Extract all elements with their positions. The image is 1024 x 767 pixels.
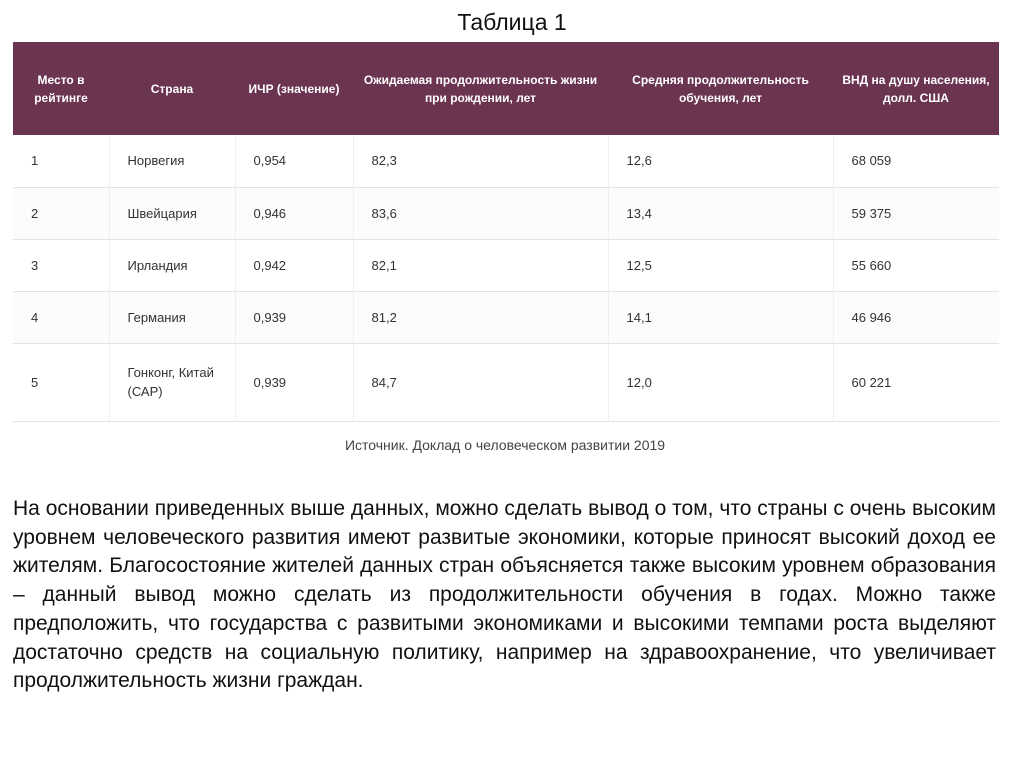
cell-gni: 68 059	[833, 135, 999, 187]
header-life-expectancy: Ожидаемая продолжительность жизни при рождении, лет	[353, 42, 608, 135]
cell-country: Норвегия	[109, 135, 235, 187]
cell-country: Гонконг, Китай (САР)	[109, 343, 235, 421]
cell-hdi: 0,942	[235, 239, 353, 291]
header-hdi: ИЧР (значение)	[235, 42, 353, 135]
cell-gni: 59 375	[833, 187, 999, 239]
table-row	[13, 187, 999, 239]
header-gni: ВНД на душу населения, долл. США	[833, 42, 999, 135]
cell-schooling: 13,4	[608, 187, 833, 239]
cell-life-expectancy: 82,3	[353, 135, 608, 187]
cell-hdi: 0,939	[235, 291, 353, 343]
cell-gni: 55 660	[833, 239, 999, 291]
cell-hdi: 0,946	[235, 187, 353, 239]
cell-country: Швейцария	[109, 187, 235, 239]
cell-country: Германия	[109, 291, 235, 343]
cell-rank: 4	[13, 291, 109, 343]
hdi-table	[13, 42, 999, 422]
table-row	[13, 135, 999, 187]
cell-rank: 2	[13, 187, 109, 239]
cell-schooling: 12,6	[608, 135, 833, 187]
cell-life-expectancy: 84,7	[353, 343, 608, 421]
cell-schooling: 14,1	[608, 291, 833, 343]
cell-hdi: 0,954	[235, 135, 353, 187]
header-schooling: Средняя продолжительность обучения, лет	[608, 42, 833, 135]
header-country: Страна	[109, 42, 235, 135]
cell-hdi: 0,939	[235, 343, 353, 421]
conclusion-paragraph: На основании приведенных выше данных, можно сделать вывод о том, что страны с очень высоким уровнем человеческого развития имеют развитые экономики, которые приносят высокий доход ее жителям. Благосостояние жителей данных стран объясняется также высоким уровнем образования – данный вывод можно сделать из продолжительности обучения в годах. Можно также предположить, что государства с развитыми экономиками и высокими темпами роста выделяют достаточно средств на социальную политику, например на здравоохранение, что увеличивает продолжительность жизни граждан.	[13, 497, 996, 693]
page-title: Таблица 1	[457, 9, 567, 35]
cell-rank: 5	[13, 343, 109, 421]
cell-gni: 60 221	[833, 343, 999, 421]
cell-life-expectancy: 83,6	[353, 187, 608, 239]
cell-schooling: 12,5	[608, 239, 833, 291]
cell-gni: 46 946	[833, 291, 999, 343]
cell-rank: 1	[13, 135, 109, 187]
cell-life-expectancy: 81,2	[353, 291, 608, 343]
table-row	[13, 239, 999, 291]
cell-country: Ирландия	[109, 239, 235, 291]
table-source-caption: Источник. Доклад о человеческом развитии 2019	[344, 437, 666, 453]
table-row	[13, 343, 999, 421]
cell-rank: 3	[13, 239, 109, 291]
table-row	[13, 291, 999, 343]
table-header-row	[13, 42, 999, 135]
cell-life-expectancy: 82,1	[353, 239, 608, 291]
cell-schooling: 12,0	[608, 343, 833, 421]
header-rank: Место в рейтинге	[13, 42, 109, 135]
